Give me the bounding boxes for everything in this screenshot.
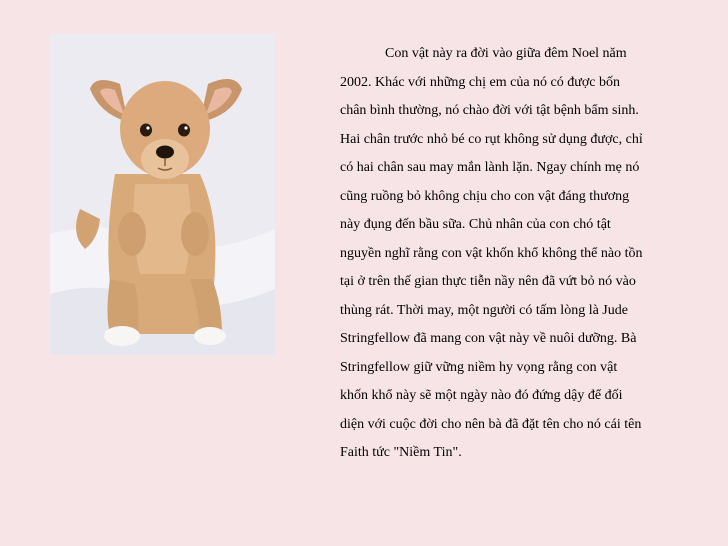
story-line: Stringfellow giữ vững niềm hy vọng rằng con vật [340, 359, 618, 375]
story-line: diện với cuộc đời cho nên bà đã đặt tên cho nó cái tên [340, 416, 642, 432]
story-paragraph [340, 40, 690, 468]
story-line: Con vật này ra đời vào giữa đêm Noel năm [385, 46, 627, 61]
story-line: này đụng đến bầu sữa. Chủ nhân của con chó tật [340, 217, 611, 232]
story-line: thùng rát. Thời may, một người có tấm lòng là Jude [340, 302, 628, 318]
dog-photo [50, 34, 275, 355]
story-line: nguyền nghĩ rằng con vật khốn khổ không thể nào tồn [340, 245, 643, 261]
story-line: cũng ruồng bỏ không chịu cho con vật đáng thương [340, 188, 630, 204]
story-line: Hai chân trước nhỏ bé co rụt không sử dụng được, chỉ [340, 131, 643, 147]
story-line: Stringfellow đã mang con vật này về nuôi dưỡng. Bà [340, 331, 637, 346]
story-line: tại ở trên thế gian thực tiễn nầy nên đã vứt bỏ nó vào [340, 274, 636, 289]
story-line: có hai chân sau may mắn lành lặn. Ngay chính mẹ nó [340, 160, 640, 175]
story-line: khốn khổ này sẽ một ngày nào đó đứng dậy để đối [340, 388, 623, 403]
dog-image [50, 34, 275, 355]
story-line: 2002. Khác với những chị em của nó có được bốn [340, 74, 620, 90]
story-line: Faith tức "Niềm Tin". [340, 445, 462, 460]
story-line: chân bình thường, nó chào đời với tật bệnh bẩm sinh. [340, 103, 639, 118]
